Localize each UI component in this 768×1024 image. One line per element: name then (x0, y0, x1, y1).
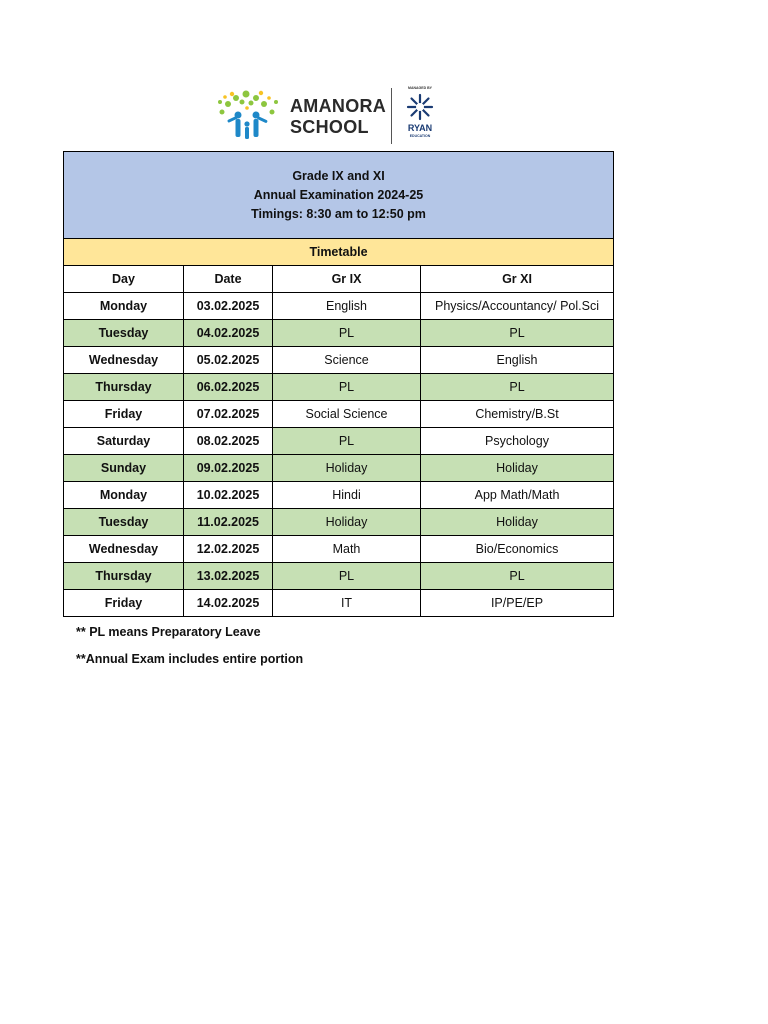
date-cell: 12.02.2025 (184, 536, 273, 563)
ryan-emblem-icon (404, 92, 436, 122)
table-row (64, 563, 614, 590)
header-row (64, 152, 614, 239)
date-cell: 05.02.2025 (184, 347, 273, 374)
date-cell: 06.02.2025 (184, 374, 273, 401)
column-header-row (64, 266, 614, 293)
gr-xi-cell: Psychology (421, 428, 614, 455)
ryan-logo (400, 86, 440, 146)
col-day: Day (64, 266, 184, 293)
table-row (64, 374, 614, 401)
gr-xi-cell: PL (421, 374, 614, 401)
grade-line: Grade IX and XI (292, 168, 385, 183)
day-cell: Tuesday (64, 320, 184, 347)
gr-xi-cell: Holiday (421, 455, 614, 482)
timings-line: Timings: 8:30 am to 12:50 pm (251, 206, 426, 221)
date-cell: 13.02.2025 (184, 563, 273, 590)
exam-timetable (63, 151, 614, 617)
gr-xi-cell: Bio/Economics (421, 536, 614, 563)
day-cell: Thursday (64, 563, 184, 590)
gr-ix-cell: English (273, 293, 421, 320)
date-cell: 07.02.2025 (184, 401, 273, 428)
gr-xi-cell: English (421, 347, 614, 374)
gr-ix-cell: Hindi (273, 482, 421, 509)
date-cell: 10.02.2025 (184, 482, 273, 509)
day-cell: Tuesday (64, 509, 184, 536)
day-cell: Sunday (64, 455, 184, 482)
school-name: AMANORA SCHOOL (290, 96, 387, 137)
table-row (64, 590, 614, 617)
gr-ix-cell: PL (273, 563, 421, 590)
table-row (64, 401, 614, 428)
col-gr-xi: Gr XI (421, 266, 614, 293)
table-row (64, 293, 614, 320)
day-cell: Friday (64, 590, 184, 617)
exam-title-line: Annual Examination 2024-25 (253, 187, 424, 202)
gr-ix-cell: Science (273, 347, 421, 374)
day-cell: Thursday (64, 374, 184, 401)
gr-xi-cell: Chemistry/B.St (421, 401, 614, 428)
note-portion: **Annual Exam includes entire portion (76, 652, 304, 666)
table-row (64, 536, 614, 563)
date-cell: 14.02.2025 (184, 590, 273, 617)
note-pl: ** PL means Preparatory Leave (76, 625, 261, 639)
date-cell: 04.02.2025 (184, 320, 273, 347)
date-cell: 11.02.2025 (184, 509, 273, 536)
day-cell: Wednesday (64, 347, 184, 374)
gr-xi-cell: PL (421, 563, 614, 590)
table-row (64, 509, 614, 536)
gr-xi-cell: IP/PE/EP (421, 590, 614, 617)
timetable-label: Timetable (64, 239, 614, 266)
date-cell: 09.02.2025 (184, 455, 273, 482)
ryan-name: RYAN (407, 123, 433, 133)
gr-ix-cell: Holiday (273, 455, 421, 482)
timetable-label-row (64, 239, 614, 266)
gr-ix-cell: IT (273, 590, 421, 617)
gr-ix-cell: PL (273, 374, 421, 401)
table-row (64, 320, 614, 347)
gr-xi-cell: Holiday (421, 509, 614, 536)
date-cell: 08.02.2025 (184, 428, 273, 455)
table-row (64, 347, 614, 374)
col-date: Date (184, 266, 273, 293)
gr-xi-cell: Physics/Accountancy/ Pol.Sci (421, 293, 614, 320)
logo-divider (391, 88, 392, 144)
date-cell: 03.02.2025 (184, 293, 273, 320)
gr-xi-cell: App Math/Math (421, 482, 614, 509)
gr-xi-cell: PL (421, 320, 614, 347)
ryan-sub: EDUCATION (409, 134, 431, 138)
day-cell: Monday (64, 293, 184, 320)
day-cell: Friday (64, 401, 184, 428)
col-gr-ix: Gr IX (273, 266, 421, 293)
day-cell: Saturday (64, 428, 184, 455)
table-row (64, 455, 614, 482)
school-logo (216, 86, 440, 146)
table-row (64, 482, 614, 509)
exam-header (64, 152, 614, 239)
gr-ix-cell: Math (273, 536, 421, 563)
gr-ix-cell: Social Science (273, 401, 421, 428)
gr-ix-cell: PL (273, 428, 421, 455)
tree-family-icon (216, 88, 284, 144)
day-cell: Wednesday (64, 536, 184, 563)
managed-by-text: MANAGED BY (408, 86, 432, 90)
table-row (64, 428, 614, 455)
day-cell: Monday (64, 482, 184, 509)
gr-ix-cell: Holiday (273, 509, 421, 536)
gr-ix-cell: PL (273, 320, 421, 347)
